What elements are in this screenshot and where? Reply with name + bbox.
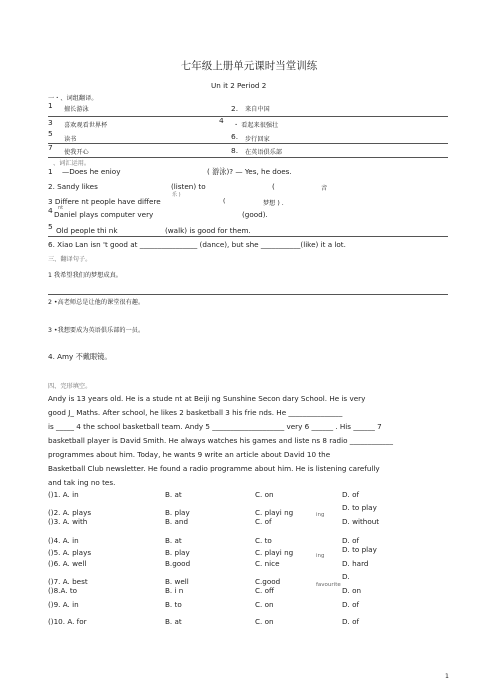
page-number: 1 [445,673,449,680]
passage-line: good J_ Maths. After school, he likes 2 basketball 3 his frie nds. He _______________ [48,408,343,417]
q5-number: 5 [48,222,53,231]
option-d: D. [342,572,350,581]
q3-text: 3 Differe nt people have differe [48,197,161,206]
option-b: B. well [165,577,189,586]
option-row-q: ()6. A. well [48,559,87,568]
divider-line [48,143,448,144]
option-c: C. nice [255,559,280,568]
item-number: 5 [48,129,53,138]
q3-tail: nt [58,205,64,211]
document-title: 七年级上册单元课时当堂训练 [180,60,318,72]
item-number: 6. [231,132,239,141]
phrase-text: 在英语俱乐部 [245,149,283,156]
q2-bracket: ( [272,182,275,191]
phrase-text: 擅长游泳 [64,106,89,113]
section1-heading: 一・、词组翻译。 [48,95,98,102]
option-c: C. playi ng [255,508,294,517]
document-subtitle: Un it 2 Period 2 [211,81,267,90]
option-b: B. play [165,508,190,517]
phrase-text: ・ 看起来很强壮 [233,122,279,129]
translate-item: 3 •我想要成为英语俱乐部的一员。 [48,327,145,334]
option-d: D. of [342,536,360,545]
phrase-text: 步行回家 [245,136,270,143]
q2-cn: 音 [321,185,328,192]
q2-hint: (listen) to [171,182,206,191]
q1-text-end: ( 游泳)? — Yes, he does. [207,167,292,176]
phrase-text: 喜欢观看世界杯 [64,122,108,129]
passage-line: and tak ing no tes. [48,478,116,487]
option-c: C. off [255,586,274,595]
option-c: C.good [255,577,281,586]
phrase-text: 来自中国 [245,106,270,113]
q3-cn: 梦想 ) . [263,200,284,207]
item-number: 1 [48,101,53,110]
option-d: D. on [342,586,362,595]
option-c: C. playi ng [255,548,294,557]
overflow-ing: ing [316,553,325,559]
option-row-q: ()9. A. in [48,600,79,609]
section3-heading: 三、翻译句子。 [48,256,92,263]
section4-heading: 四、完形填空。 [48,383,92,390]
q1-number: 1 [48,167,53,176]
option-b: B. at [165,490,182,499]
q4-hint: (good). [242,210,268,219]
option-b: B. and [165,517,189,526]
option-c: C. on [255,490,274,499]
section2-heading: 、词汇运用。 [53,160,91,167]
overflow-ing: ing [316,512,325,518]
option-b: B. i n [165,586,184,595]
option-row-q: ()7. A. best [48,577,88,586]
answer-line [48,294,448,295]
option-c: C. of [255,517,272,526]
q2-cn-tail: 乐 ) [172,192,181,198]
phrase-text: 读书 [64,136,77,143]
q5-hint: (walk) is good for them. [165,226,251,235]
option-row-q: ()8.A. to [48,586,78,595]
option-row-q: ()5. A. plays [48,548,92,557]
option-row-q: ()10. A. for [48,617,87,626]
passage-line: Andy is 13 years old. He is a stude nt at Beiji ng Sunshine Secon dary School. He is very [48,394,366,403]
option-c: C. on [255,600,274,609]
q5-text: Old people thi nk [56,226,118,235]
translate-item: 4. Amy 不戴眼镜。 [48,352,112,361]
option-b: B. play [165,548,190,557]
divider-line [48,236,448,237]
q3-bracket: ( [223,198,226,205]
q2-text: 2. Sandy likes [48,182,98,191]
option-c: C. on [255,617,274,626]
passage-line: programmes about him. Today, he wants 9 write an article about David 10 the [48,450,331,459]
option-row-q: ()4. A. in [48,536,79,545]
option-d: D. to play [342,545,377,554]
q1-text: —Does he enioy [62,167,121,176]
item-number: 2. [231,104,239,113]
option-d: D. without [342,517,380,526]
option-c: C. to [255,536,272,545]
item-number: 8. [231,146,239,155]
item-number: 4 [219,116,224,125]
phrase-text: 使我开心 [64,149,89,156]
option-row-q: ()3. A. with [48,517,88,526]
translate-item: 1 我希望我们的梦想成真。 [48,272,122,279]
overflow-favourite: favourite [316,582,341,588]
option-b: B. at [165,617,182,626]
option-d: D. hard [342,559,369,568]
translate-item: 2 •高老师总是让他的课堂很有趣。 [48,299,145,306]
option-row-q: ()2. A. plays [48,508,92,517]
option-d: D. of [342,490,360,499]
passage-line: Basketball Club newsletter. He found a radio programme about him. He is listening carefully [48,464,380,473]
option-b: B.good [165,559,191,568]
q4-text: Daniel plays computer very [54,210,154,219]
option-d: D. of [342,617,360,626]
item-number: 7 [48,143,53,152]
passage-line: basketball player is David Smith. He always watches his games and liste ns 8 radio ____________ [48,436,393,445]
option-d: D. to play [342,503,377,512]
q6-text: 6. Xiao Lan isn 't good at ________________ (dance), but she ___________(like) it a lot. [48,240,346,249]
divider-line [48,157,448,158]
option-b: B. at [165,536,182,545]
item-number: 3 [48,118,53,127]
divider-line [48,116,448,117]
option-row-q: ()1. A. in [48,490,79,499]
passage-line: is _____ 4 the school basketball team. Andy 5 ____________________ very 6 ______ . His ______ 7 [48,422,382,431]
option-d: D. of [342,600,360,609]
q4-number: 4 [48,206,53,215]
option-b: B. to [165,600,182,609]
